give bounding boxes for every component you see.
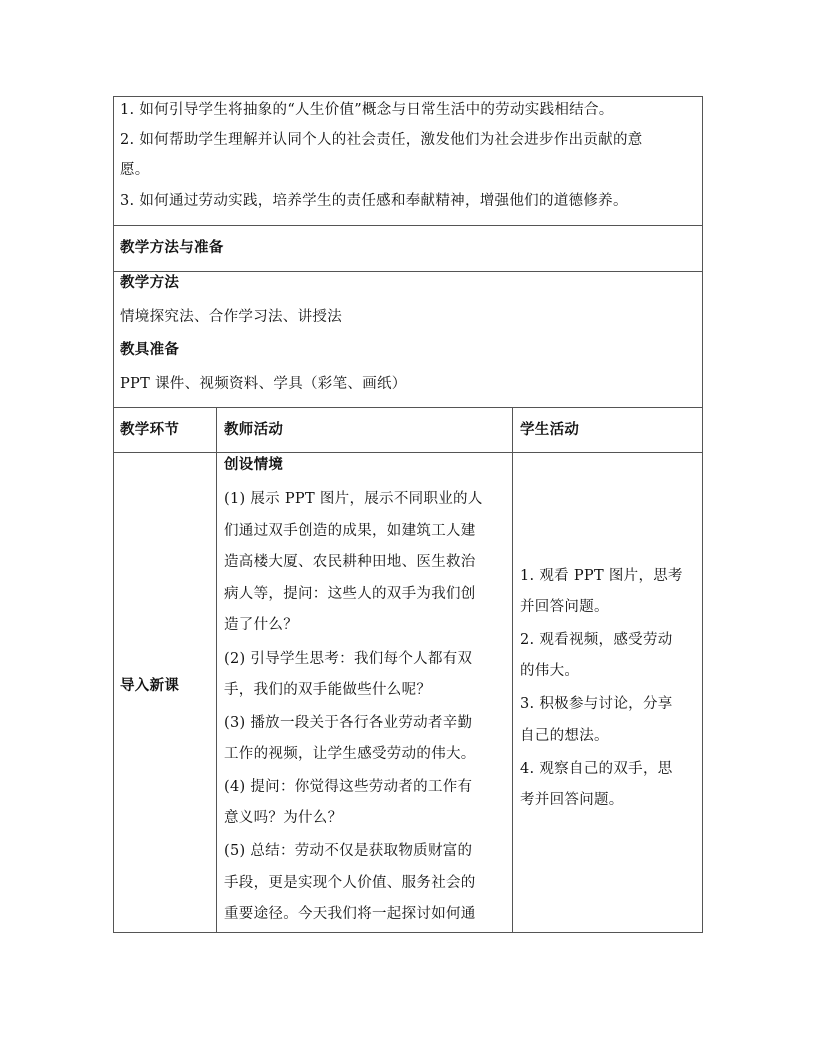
difficulty-item-1: 1. 如何引导学生将抽象的“人生价值”概念与日常生活中的劳动实践相结合。 [120,102,614,118]
row-divider [114,271,702,272]
teacher-line: 工作的视频，让学生感受劳动的伟大。 [224,746,476,762]
student-line: 并回答问题。 [520,599,609,615]
student-line: 2. 观看视频，感受劳动 [520,632,673,648]
row-divider [114,407,702,408]
tools-heading: 教具准备 [120,341,180,358]
tools-text: PPT 课件、视频资料、学具（彩笔、画纸） [120,376,407,392]
teacher-line: (2) 引导学生思考：我们每个人都有双 [224,651,473,667]
row-divider [114,452,702,453]
difficulty-item-3: 3. 如何通过劳动实践，培养学生的责任感和奉献精神，增强他们的道德修养。 [120,193,628,209]
teacher-line: 意义吗？为什么？ [224,810,343,826]
difficulty-item-2-cont: 愿。 [120,162,150,178]
column-divider [512,407,513,932]
teacher-line: 手段，更是实现个人价值、服务社会的 [224,875,476,891]
teacher-line: (5) 总结：劳动不仅是获取物质财富的 [224,843,473,859]
teacher-line: 造了什么？ [224,617,298,633]
teacher-line: 重要途径。今天我们将一起探讨如何通 [224,906,476,922]
student-line: 3. 积极参与讨论，分享 [520,696,673,712]
teacher-line: 们通过双手创造的成果，如建筑工人建 [224,523,476,539]
teacher-line: 造高楼大厦、农民耕种田地、医生救治 [224,554,476,570]
student-line: 考并回答问题。 [520,792,624,808]
row-divider [114,225,702,226]
student-line: 4. 观察自己的双手，思 [520,761,673,777]
difficulty-item-2: 2. 如何帮助学生理解并认同个人的社会责任，激发他们为社会进步作出贡献的意 [120,132,643,148]
lesson-table [113,96,703,933]
header-teacher: 教师活动 [224,421,284,438]
teacher-line: (1) 展示 PPT 图片，展示不同职业的人 [224,491,483,507]
column-divider [216,407,217,932]
teacher-line: 手，我们的双手能做些什么呢？ [224,682,432,698]
header-student: 学生活动 [520,421,580,438]
student-line: 自己的想法。 [520,728,609,744]
stage-label: 导入新课 [120,677,180,694]
teacher-heading: 创设情境 [224,456,284,473]
header-stage: 教学环节 [120,421,180,438]
teacher-line: (4) 提问：你觉得这些劳动者的工作有 [224,779,473,795]
student-line: 1. 观看 PPT 图片，思考 [520,568,683,584]
teacher-line: (3) 播放一段关于各行各业劳动者辛勤 [224,715,473,731]
section-title: 教学方法与准备 [120,239,224,256]
student-line: 的伟大。 [520,663,580,679]
teacher-line: 病人等，提问：这些人的双手为我们创 [224,586,476,602]
methods-heading: 教学方法 [120,274,180,291]
methods-text: 情境探究法、合作学习法、讲授法 [120,309,342,325]
